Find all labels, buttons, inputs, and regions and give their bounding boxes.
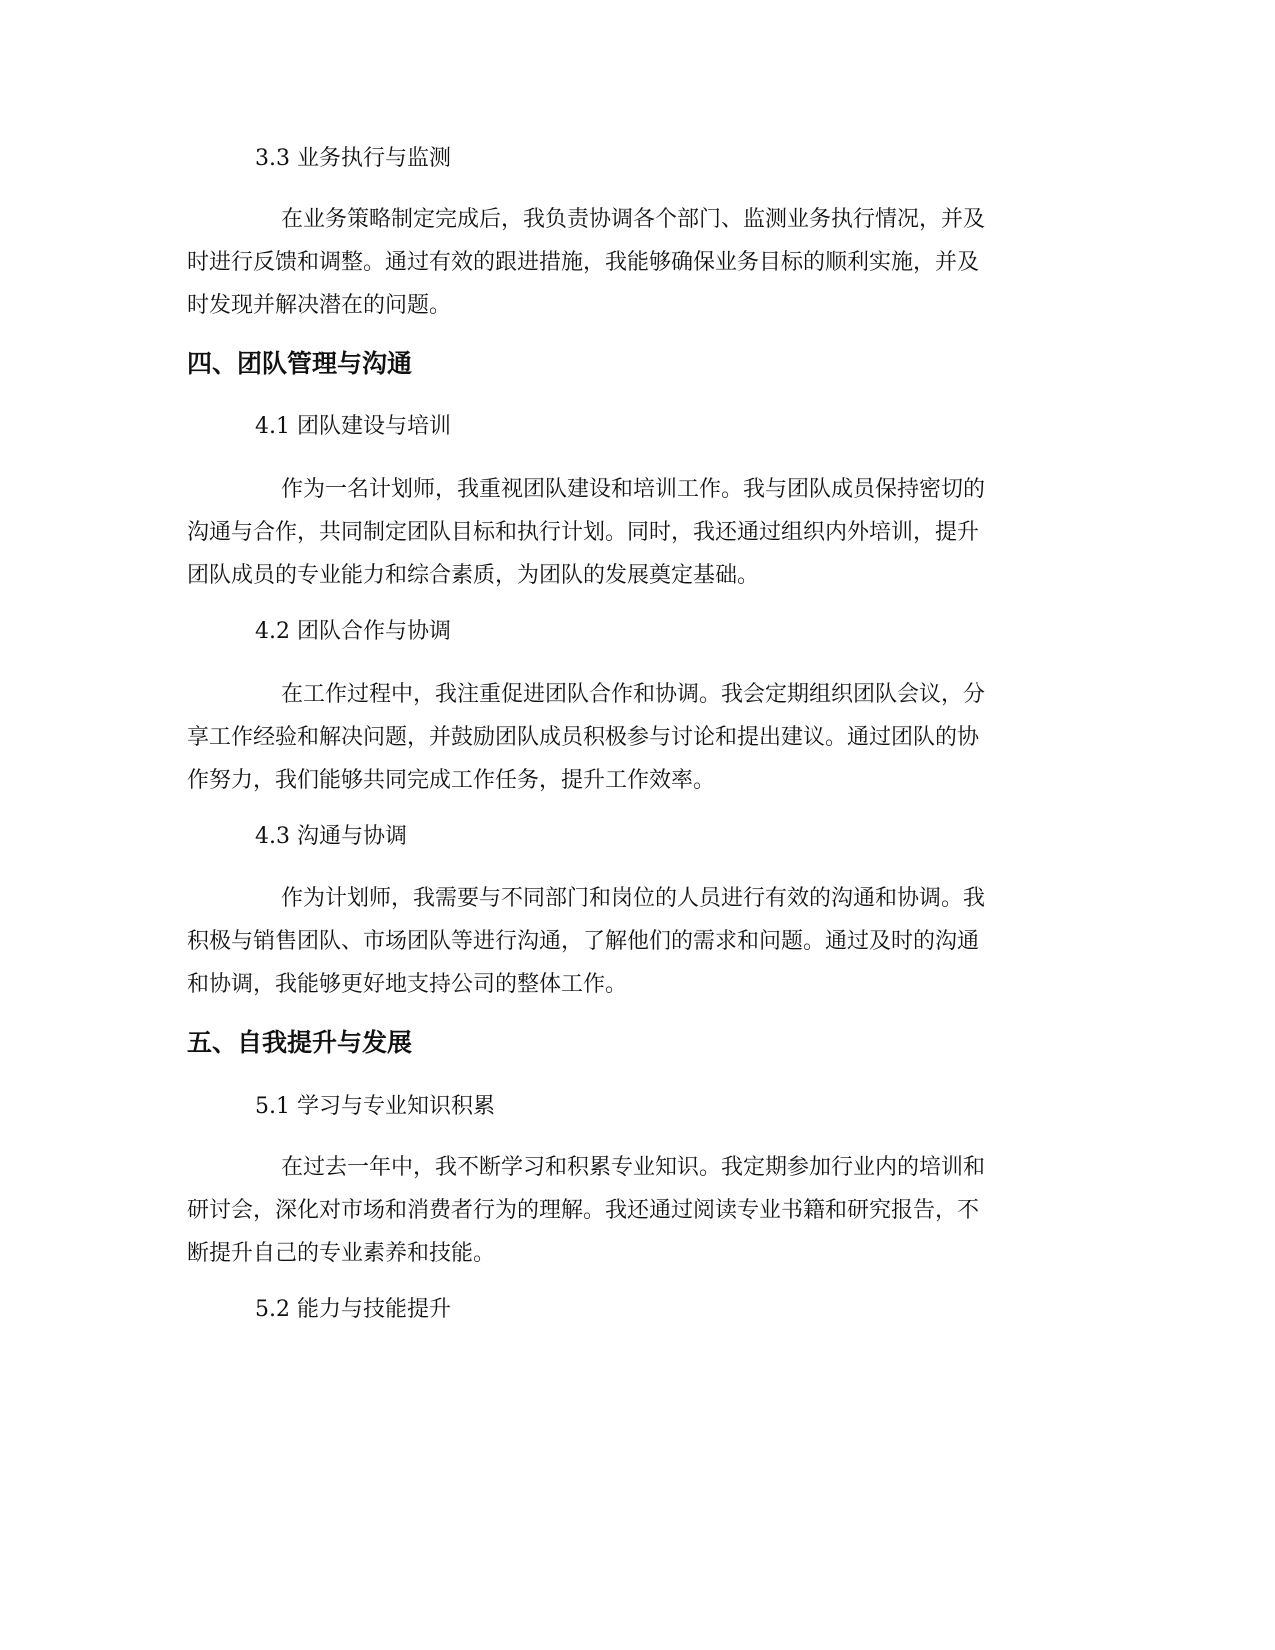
subsection-title-5-2: 5.2 能力与技能提升: [255, 1297, 451, 1322]
paragraph-line: 在过去一年中，我不断学习和积累专业知识。我定期参加行业内的培训和: [281, 1155, 986, 1180]
paragraph-4-3: [187, 877, 1082, 1006]
subsection-title-4-1: 4.1 团队建设与培训: [255, 414, 451, 439]
subsection-title-3-3: 3.3 业务执行与监测: [255, 146, 451, 171]
paragraph-line: 研讨会，深化对市场和消费者行为的理解。我还通过阅读专业书籍和研究报告，不: [187, 1198, 980, 1223]
paragraph-line: 在业务策略制定完成后，我负责协调各个部门、监测业务执行情况，并及: [281, 207, 986, 232]
paragraph-line: 和协调，我能够更好地支持公司的整体工作。: [187, 972, 628, 997]
paragraph-line: 团队成员的专业能力和综合素质，为团队的发展奠定基础。: [187, 563, 760, 588]
paragraph-3-3: [187, 198, 1082, 327]
paragraph-5-1: [187, 1146, 1082, 1275]
section-heading-4: 四、团队管理与沟通: [187, 349, 413, 378]
paragraph-line: 断提升自己的专业素养和技能。: [187, 1241, 496, 1266]
subsection-title-5-1: 5.1 学习与专业知识积累: [255, 1094, 495, 1119]
paragraph-line: 积极与销售团队、市场团队等进行沟通，了解他们的需求和问题。通过及时的沟通: [187, 929, 980, 954]
paragraph-4-2: [187, 673, 1082, 802]
paragraph-line: 作为计划师，我需要与不同部门和岗位的人员进行有效的沟通和协调。我: [281, 886, 986, 911]
subsection-title-4-2: 4.2 团队合作与协调: [255, 619, 451, 644]
paragraph-line: 时进行反馈和调整。通过有效的跟进措施，我能够确保业务目标的顺利实施，并及: [187, 250, 980, 275]
subsection-title-4-3: 4.3 沟通与协调: [255, 824, 407, 849]
paragraph-line: 作为一名计划师，我重视团队建设和培训工作。我与团队成员保持密切的: [281, 477, 986, 502]
paragraph-line: 享工作经验和解决问题，并鼓励团队成员积极参与讨论和提出建议。通过团队的协: [187, 725, 980, 750]
paragraph-line: 作努力，我们能够共同完成工作任务，提升工作效率。: [187, 768, 716, 793]
paragraph-line: 沟通与合作，共同制定团队目标和执行计划。同时，我还通过组织内外培训，提升: [187, 520, 980, 545]
paragraph-line: 时发现并解决潜在的问题。: [187, 293, 452, 318]
paragraph-4-1: [187, 468, 1082, 597]
paragraph-line: 在工作过程中，我注重促进团队合作和协调。我会定期组织团队会议，分: [281, 682, 986, 707]
section-heading-5: 五、自我提升与发展: [187, 1028, 413, 1057]
